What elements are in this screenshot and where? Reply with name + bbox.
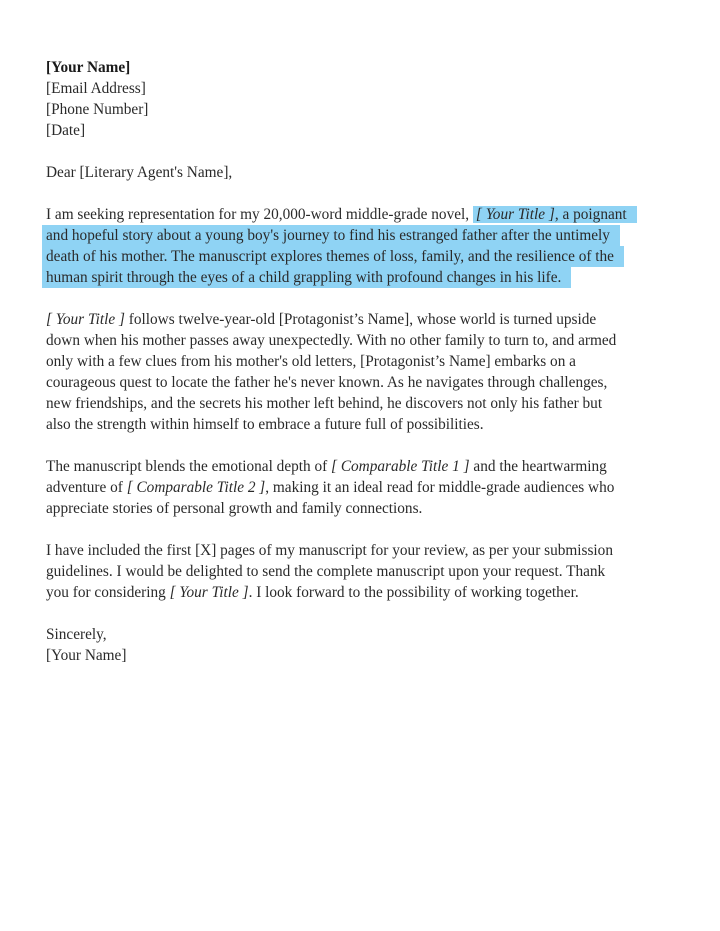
closing-name: [Your Name] (46, 647, 127, 664)
comparables-text: adventure of (46, 479, 127, 496)
comparable-title-1-placeholder: [ Comparable Title 1 ] (331, 458, 470, 475)
paragraph-intro-line-3 (46, 246, 686, 267)
paragraph-intro-line-1 (46, 204, 686, 225)
paragraph-synopsis-line-5: new friendships, and the secrets his mother left behind, he discovers not only his father but (46, 395, 603, 412)
highlighted-line: death of his mother. The manuscript explores themes of loss, family, and the resilience of the (42, 246, 624, 267)
intro-text: I am seeking representation for my 20,000-word middle-grade novel, (46, 206, 473, 223)
paragraph-synopsis-line-4: courageous quest to locate the father he's never known. As he navigates through challenges, (46, 374, 608, 391)
synopsis-text: follows twelve-year-old [Protagonist’s Name], whose world is turned upside (124, 311, 597, 328)
paragraph-synopsis (46, 309, 686, 435)
spacer (46, 435, 686, 456)
spacer (46, 183, 686, 204)
intro-text-rest: , a poignant (554, 206, 627, 223)
book-title-placeholder: [ Your Title ] (169, 584, 249, 601)
sender-email: [Email Address] (46, 80, 146, 97)
spacer (46, 288, 686, 309)
paragraph-submission-line-1: I have included the first [X] pages of my manuscript for your review, as per your submission (46, 542, 613, 559)
letter-date: [Date] (46, 122, 86, 139)
book-title-placeholder: [ Your Title ] (475, 206, 555, 223)
paragraph-synopsis-line-1 (46, 309, 686, 330)
comparables-text-rest: , making it an ideal read for middle-grade audiences who (265, 479, 615, 496)
highlighted-line: human spirit through the eyes of a child grappling with profound changes in his life. (42, 267, 571, 288)
closing-signoff: Sincerely, (46, 626, 107, 643)
paragraph-comparables-line-3: appreciate stories of personal growth and family connections. (46, 500, 423, 517)
paragraph-synopsis-line-6: also the strength within himself to embrace a future full of possibilities. (46, 416, 484, 433)
paragraph-synopsis-line-2: down when his mother passes away unexpectedly. With no other family to turn to, and armed (46, 332, 617, 349)
spacer (46, 519, 686, 540)
paragraph-intro-line-4 (46, 267, 686, 288)
paragraph-comparables-line-2 (46, 477, 686, 498)
book-title-placeholder: [ Your Title ] (46, 311, 125, 328)
salutation: Dear [Literary Agent's Name], (46, 164, 233, 181)
paragraph-comparables (46, 456, 686, 519)
comparables-text: The manuscript blends the emotional depth of (46, 458, 332, 475)
spacer (46, 603, 686, 624)
query-letter (46, 57, 686, 666)
comparable-title-2-placeholder: [ Comparable Title 2 ] (126, 479, 266, 496)
paragraph-submission-line-2: guidelines. I would be delighted to send the complete manuscript upon your request. Thank (46, 563, 606, 580)
paragraph-comparables-line-1 (46, 456, 686, 477)
paragraph-submission-line-3 (46, 582, 686, 603)
comparables-text-rest: and the heartwarming (469, 458, 607, 475)
paragraph-submission (46, 540, 686, 603)
highlighted-line: and hopeful story about a young boy's journey to find his estranged father after the untimely (42, 225, 620, 246)
spacer (46, 141, 686, 162)
submission-text: you for considering (46, 584, 170, 601)
sender-phone: [Phone Number] (46, 101, 149, 118)
highlighted-selection-start (473, 206, 637, 223)
paragraph-intro (46, 204, 686, 288)
sender-name: [Your Name] (46, 59, 131, 76)
paragraph-synopsis-line-3: only with a few clues from his mother's old letters, [Protagonist’s Name] embarks on a (46, 353, 576, 370)
paragraph-intro-line-2 (46, 225, 686, 246)
submission-text-rest: . I look forward to the possibility of working together. (248, 584, 579, 601)
